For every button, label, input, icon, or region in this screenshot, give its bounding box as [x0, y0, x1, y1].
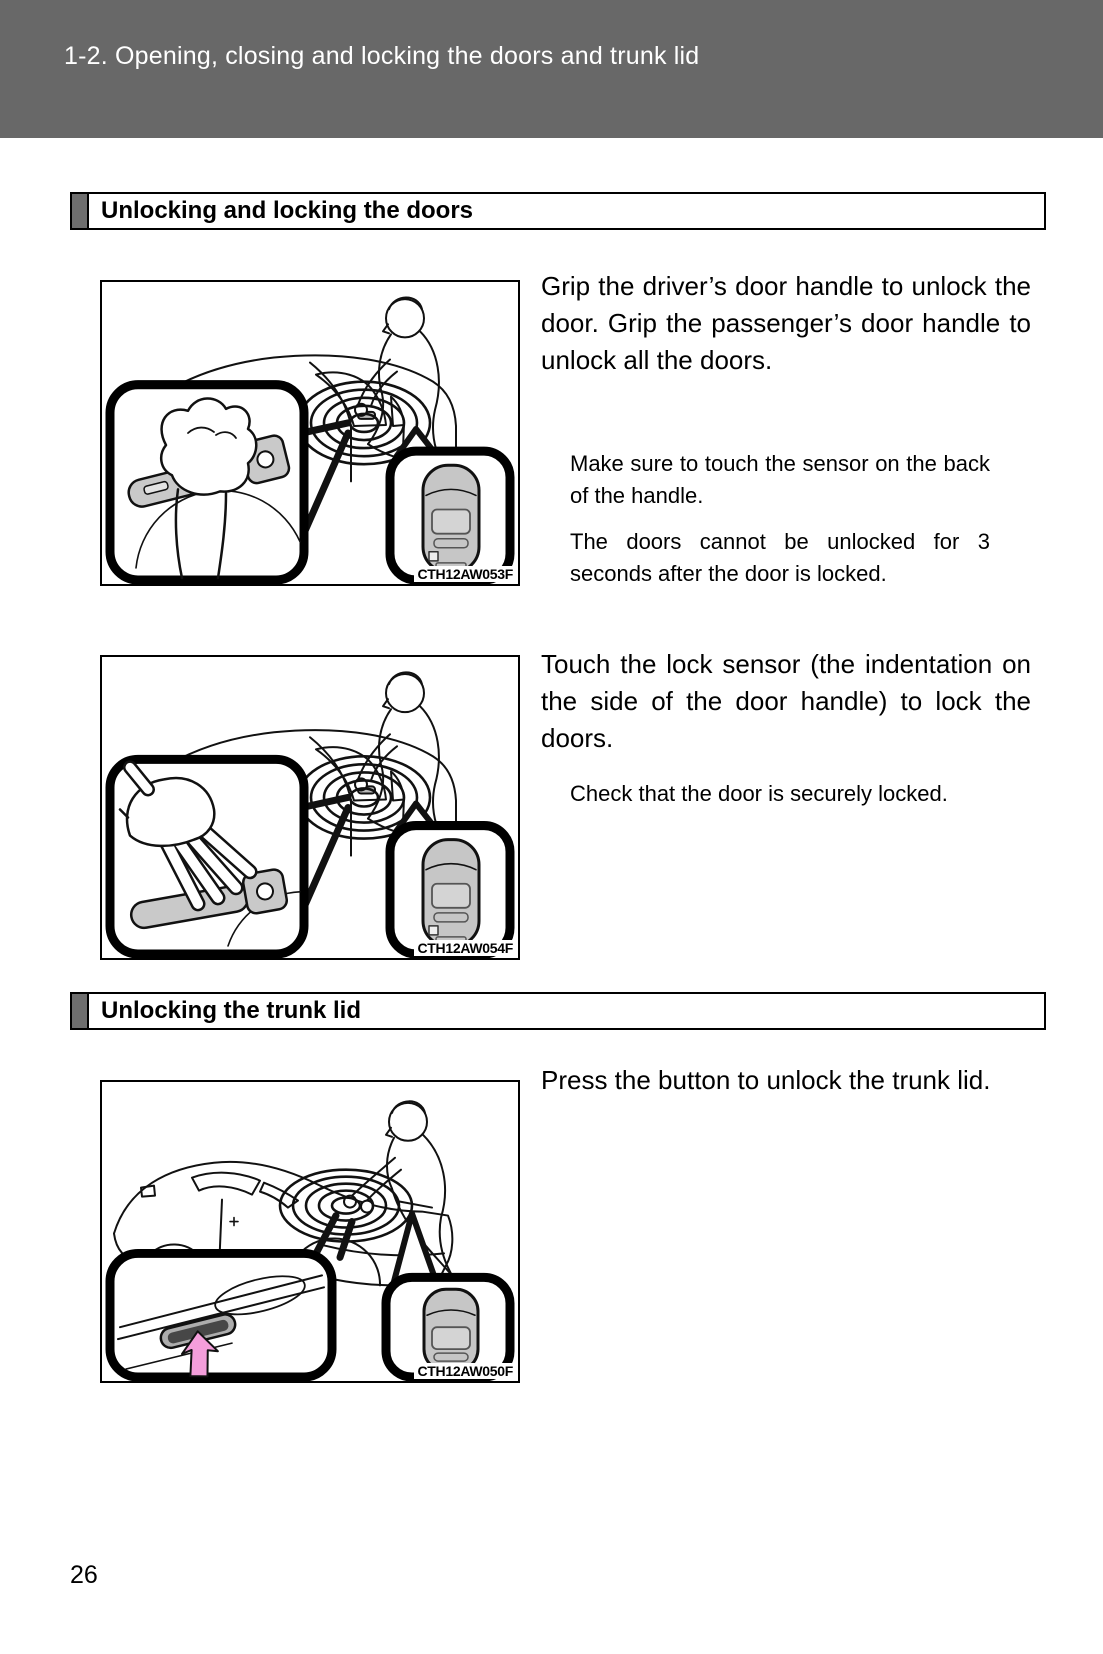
key-fob-inset [390, 826, 510, 954]
figure-unlock-trunk [100, 1080, 520, 1383]
section-header-unlocking-doors [70, 192, 1046, 230]
key-fob-icon [423, 465, 479, 572]
section-title: Unlocking the trunk lid [101, 997, 362, 1024]
unlock-trunk-illustration [102, 1082, 518, 1381]
key-fob-icon [423, 840, 479, 946]
unlock-doors-illustration [102, 282, 518, 584]
key-fob-inset [390, 451, 510, 580]
chapter-title: 1-2. Opening, closing and locking the doors and trunk lid [64, 42, 700, 70]
paragraph-grip-handle: Grip the driver’s door handle to unlock the door. Grip the passenger’s door handle to unlock all the doors. [541, 271, 1031, 375]
note-touch-sensor: Make sure to touch the sensor on the back of the handle. [570, 451, 990, 508]
chapter-header-band [0, 0, 1103, 138]
figure-lock-doors [100, 655, 520, 960]
lock-doors-illustration [102, 657, 518, 958]
section-header-unlocking-trunk [70, 992, 1046, 1030]
section-accent-block [72, 194, 89, 228]
section-title: Unlocking and locking the doors [101, 197, 474, 224]
page-number: 26 [70, 1561, 98, 1589]
door-handle-grip-inset [110, 385, 304, 580]
note-check-locked: Check that the door is securely locked. [570, 781, 948, 806]
note-3-seconds: The doors cannot be unlocked for 3 seconds after the door is locked. [570, 529, 990, 586]
person-figure [344, 1101, 452, 1275]
figure-caption: CTH12AW054F [414, 940, 513, 956]
key-fob-icon [424, 1289, 478, 1371]
figure-unlock-doors [100, 280, 520, 586]
figure-caption: CTH12AW050F [414, 1363, 513, 1379]
figure-caption: CTH12AW053F [414, 566, 513, 582]
trunk-button-inset [110, 1253, 332, 1378]
paragraph-trunk-button: Press the button to unlock the trunk lid. [541, 1065, 991, 1095]
lock-sensor-touch-inset [110, 759, 304, 954]
paragraph-lock-sensor: Touch the lock sensor (the indentation on the side of the door handle) to lock the doors. [541, 649, 1031, 753]
section-accent-block [72, 994, 89, 1028]
